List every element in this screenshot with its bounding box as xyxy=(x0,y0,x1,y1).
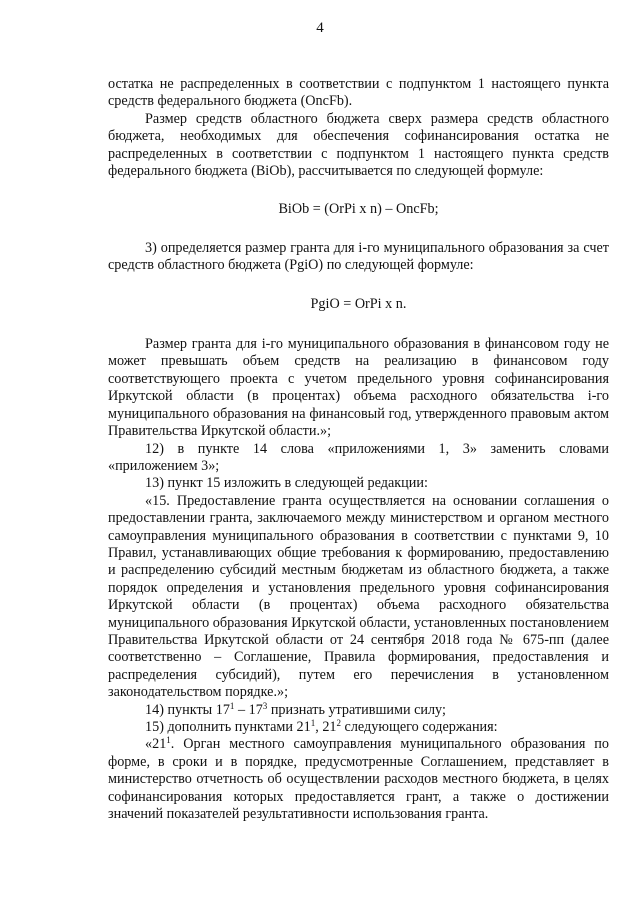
superscript: 3 xyxy=(262,700,268,711)
paragraph-grant-size: Размер гранта для i-го муниципального образования в финансовом году не может превышать объем средств на реализацию в финансовом году соответствующего проекта с учетом предельного уровня софинансирования Иркутской области (в процентах) объема расходного обязательства i-го муниципального образования на финансовый год, утвержденного правовым актом Правительства Иркутской области.»; xyxy=(108,336,609,440)
document-body xyxy=(108,76,609,823)
item-15-text-a: 15) дополнить пунктами 21 xyxy=(145,719,311,735)
paragraph-item-15 xyxy=(108,719,609,736)
page-number: 4 xyxy=(316,20,324,36)
item-15-text-b: , 21 xyxy=(315,719,337,735)
paragraph-continuation: остатка не распределенных в соответствии с подпунктом 1 настоящего пункта средств федерального бюджета (OncFb). xyxy=(108,76,609,110)
paragraph-clause-15: «15. Предоставление гранта осуществляется на основании соглашения о предоставлении гранта, заключаемого между министерством и органом местного самоуправления муниципального образования в соответствии с пунктами 9, 10 Правил, устанавливающих общие требования к формированию, предоставлению и распределению субсидий местным бюджетам из областного бюджета, а также порядок определения и установления предельного уровня софинансирования Иркутской области (в процентах) объема расходного обязательства муниципального образования Иркутской области, установленных постановлением Правительства Иркутской области от 24 сентября 2018 года № 675-пп (далее соответственно – Соглашение, Правила формирования, предоставления и распределения субсидий), путем его перечисления в установленном законодательством порядке.»; xyxy=(108,492,609,701)
superscript: 1 xyxy=(166,735,171,746)
item-14-text-b: – 17 xyxy=(234,701,263,718)
clause-21-text-a: «21 xyxy=(145,736,167,753)
formula-pgio: PgiO = OrPi x n. xyxy=(310,295,407,312)
item-14-text-a: 14) пункты 17 xyxy=(145,701,230,718)
paragraph-item-3: 3) определяется размер гранта для i-го муниципального образования за счет средств областного бюджета (PgiO) по следующей формуле: xyxy=(108,239,609,274)
clause-21-text-b: . Орган местного самоуправления муниципального образования по форме, в сроки и в порядке, предусмотренные Соглашением, представляет в министерство отчетность об осуществлении расходов местного бюджета, в целях софинансирования которых предоставляется грант, а также о достижении значений показателей результативности использования гранта. xyxy=(108,736,609,823)
paragraph-biob-definition: Размер средств областного бюджета сверх размера средств областного бюджета, необходимых для обеспечения софинансирования остатка не распределенных в соответствии с подпунктом 1 настоящего пункта средств федерального бюджета (BiOb), рассчитывается по следующей формуле: xyxy=(108,110,609,180)
superscript: 2 xyxy=(336,718,341,728)
item-14-text-c: признать утратившими силу; xyxy=(267,701,446,718)
paragraph-item-13: 13) пункт 15 изложить в следующей редакции: xyxy=(145,475,428,492)
item-15-text-c: следующего содержания: xyxy=(341,719,498,735)
paragraph-item-12: 12) в пункте 14 слова «приложениями 1, 3» заменить словами «приложением 3»; xyxy=(108,440,609,474)
superscript: 1 xyxy=(229,700,235,711)
formula-biob: BiOb = (OrPi x n) – OncFb; xyxy=(278,201,439,218)
superscript: 1 xyxy=(310,718,316,728)
paragraph-clause-21-1 xyxy=(108,736,609,823)
paragraph-item-14 xyxy=(108,702,609,719)
